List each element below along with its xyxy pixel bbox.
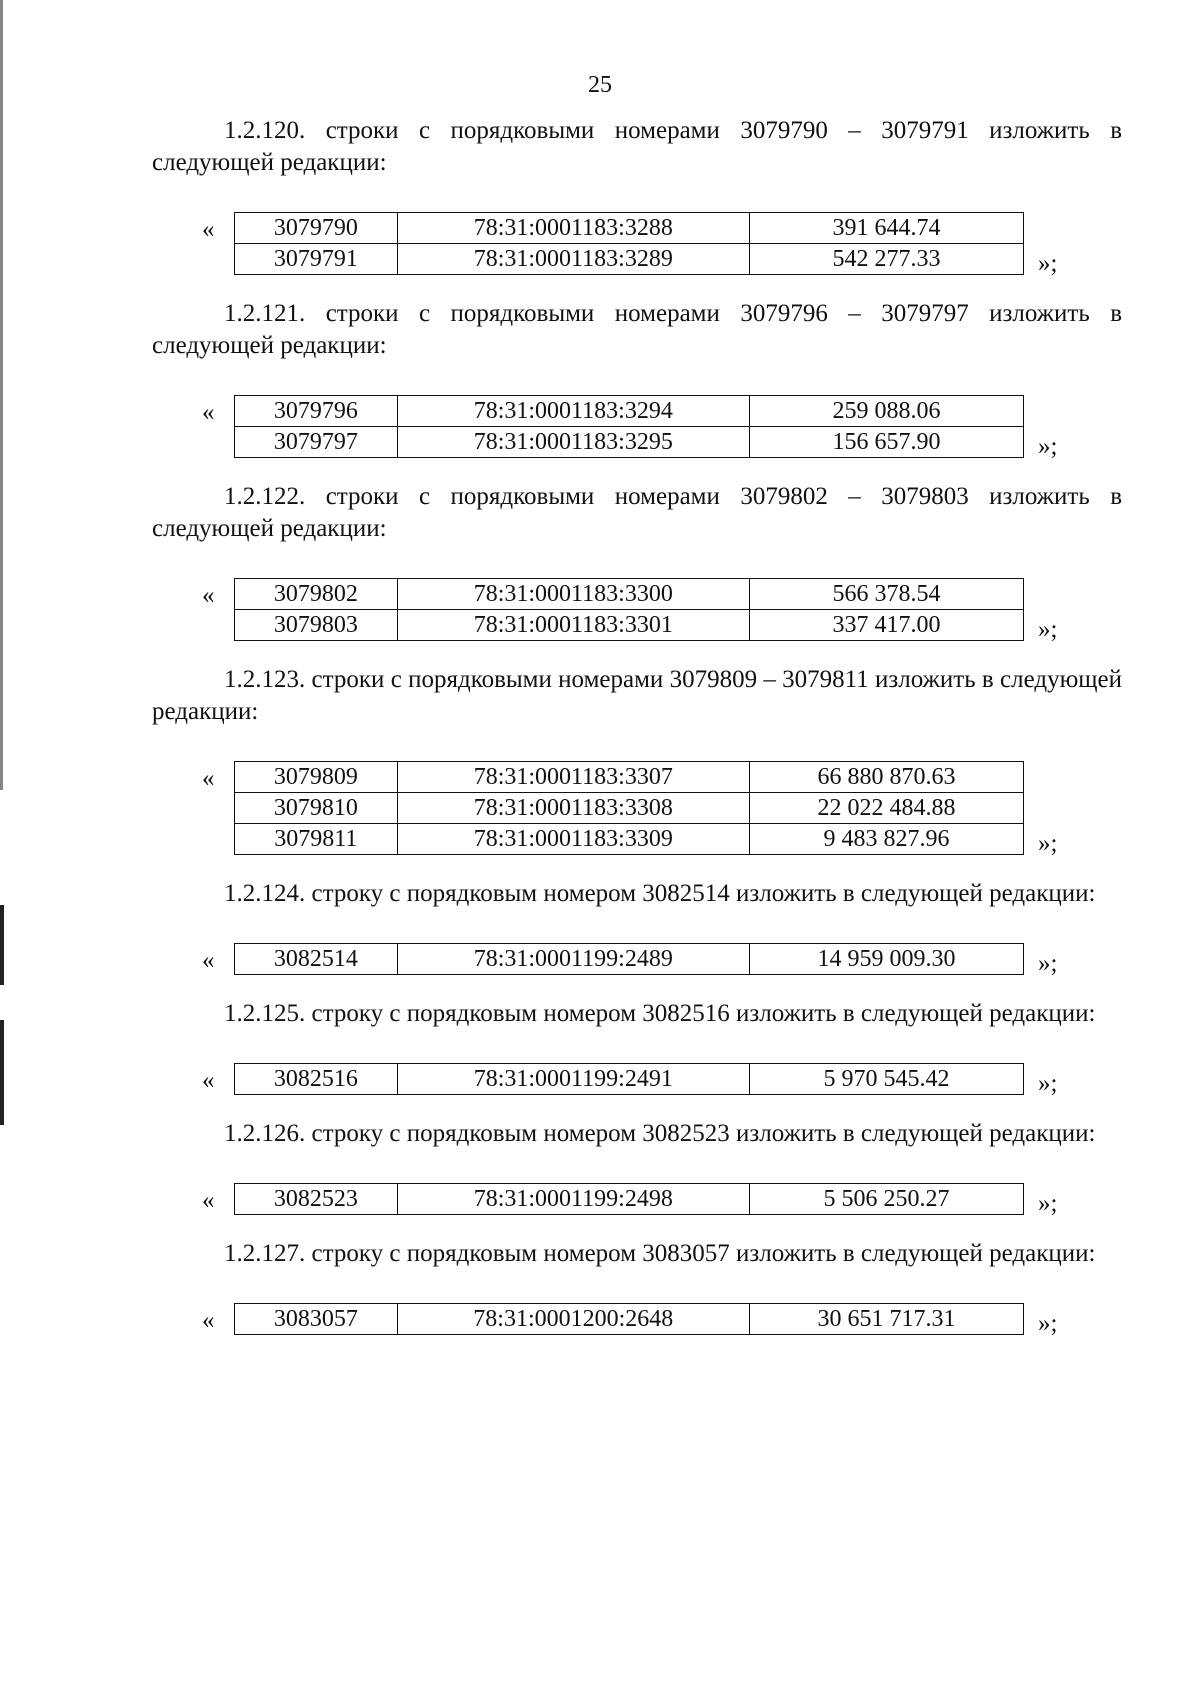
value-cell: 9 483 827.96: [749, 824, 1023, 855]
quoted-table-block: [202, 578, 1122, 643]
amendment-section: [152, 481, 1122, 641]
table-row: [235, 610, 1024, 641]
quoted-table-block: [202, 1183, 1122, 1217]
registry-table: [234, 1303, 1024, 1335]
value-cell: 156 657.90: [749, 427, 1023, 458]
row-number-cell: 3083057: [235, 1304, 398, 1335]
value-cell: 22 022 484.88: [749, 793, 1023, 824]
close-quote: »;: [1038, 1190, 1058, 1217]
open-quote: «: [202, 216, 215, 243]
value-cell: 391 644.74: [749, 213, 1023, 244]
cadastral-number-cell: 78:31:0001183:3289: [397, 244, 749, 275]
table-row: [235, 793, 1024, 824]
row-number-cell: 3079797: [235, 427, 398, 458]
row-number-cell: 3079802: [235, 579, 398, 610]
document-body: [152, 115, 1122, 1358]
cadastral-number-cell: 78:31:0001199:2498: [397, 1184, 749, 1215]
table-row: [235, 427, 1024, 458]
scan-edge-left-mark: [0, 905, 4, 985]
close-quote: »;: [1038, 950, 1058, 977]
row-number-cell: 3079791: [235, 244, 398, 275]
close-quote: »;: [1038, 250, 1058, 277]
cadastral-number-cell: 78:31:0001183:3295: [397, 427, 749, 458]
close-quote: »;: [1038, 830, 1058, 857]
value-cell: 5 506 250.27: [749, 1184, 1023, 1215]
amendment-paragraph: 1.2.126. строку с порядковым номером 3082523 изложить в следующей редакции:: [224, 1120, 1096, 1147]
open-quote: «: [202, 399, 215, 426]
row-number-cell: 3079809: [235, 762, 398, 793]
quoted-table-block: [202, 1063, 1122, 1097]
open-quote: «: [202, 765, 215, 792]
scan-edge-left-mark: [0, 1020, 4, 1125]
table-row: [235, 1184, 1024, 1215]
cadastral-number-cell: 78:31:0001183:3308: [397, 793, 749, 824]
table-row: [235, 396, 1024, 427]
value-cell: 566 378.54: [749, 579, 1023, 610]
amendment-paragraph: 1.2.120. строки с порядковыми номерами 3079790 – 3079791 изложить в следующей редакции:: [152, 117, 1122, 176]
open-quote: «: [202, 1307, 215, 1334]
table-row: [235, 824, 1024, 855]
cadastral-number-cell: 78:31:0001183:3294: [397, 396, 749, 427]
registry-table: [234, 1063, 1024, 1095]
amendment-paragraph: 1.2.124. строку с порядковым номером 3082514 изложить в следующей редакции:: [224, 880, 1096, 907]
row-number-cell: 3082516: [235, 1064, 398, 1095]
registry-table: [234, 1183, 1024, 1215]
scan-edge-left-top: [0, 0, 3, 790]
table-row: [235, 762, 1024, 793]
amendment-paragraph: 1.2.125. строку с порядковым номером 3082516 изложить в следующей редакции:: [224, 1000, 1096, 1027]
amendment-section: [152, 878, 1122, 975]
value-cell: 14 959 009.30: [749, 944, 1023, 975]
quoted-table-block: [202, 395, 1122, 460]
amendment-paragraph: 1.2.122. строки с порядковыми номерами 3079802 – 3079803 изложить в следующей редакции:: [152, 483, 1122, 542]
amendment-section: [152, 1118, 1122, 1215]
amendment-section: [152, 115, 1122, 275]
value-cell: 337 417.00: [749, 610, 1023, 641]
open-quote: «: [202, 947, 215, 974]
value-cell: 30 651 717.31: [749, 1304, 1023, 1335]
amendment-paragraph: 1.2.121. строки с порядковыми номерами 3079796 – 3079797 изложить в следующей редакции:: [152, 300, 1122, 359]
close-quote: »;: [1038, 1070, 1058, 1097]
quoted-table-block: [202, 943, 1122, 977]
table-row: [235, 944, 1024, 975]
value-cell: 542 277.33: [749, 244, 1023, 275]
row-number-cell: 3082514: [235, 944, 398, 975]
close-quote: »;: [1038, 1310, 1058, 1337]
value-cell: 5 970 545.42: [749, 1064, 1023, 1095]
row-number-cell: 3082523: [235, 1184, 398, 1215]
row-number-cell: 3079803: [235, 610, 398, 641]
amendment-paragraph: 1.2.127. строку с порядковым номером 3083057 изложить в следующей редакции:: [224, 1240, 1096, 1267]
cadastral-number-cell: 78:31:0001183:3309: [397, 824, 749, 855]
cadastral-number-cell: 78:31:0001183:3301: [397, 610, 749, 641]
cadastral-number-cell: 78:31:0001183:3300: [397, 579, 749, 610]
close-quote: »;: [1038, 616, 1058, 643]
table-row: [235, 1064, 1024, 1095]
cadastral-number-cell: 78:31:0001199:2489: [397, 944, 749, 975]
amendment-section: [152, 1238, 1122, 1335]
quoted-table-block: [202, 761, 1122, 857]
registry-table: [234, 395, 1024, 458]
amendment-section: [152, 298, 1122, 458]
page-number: 25: [588, 72, 612, 98]
close-quote: »;: [1038, 433, 1058, 460]
quoted-table-block: [202, 1303, 1122, 1337]
value-cell: 259 088.06: [749, 396, 1023, 427]
table-row: [235, 244, 1024, 275]
amendment-section: [152, 998, 1122, 1095]
row-number-cell: 3079811: [235, 824, 398, 855]
open-quote: «: [202, 1187, 215, 1214]
amendment-paragraph: 1.2.123. строки с порядковыми номерами 3079809 – 3079811 изложить в следующей редакции:: [152, 666, 1122, 725]
cadastral-number-cell: 78:31:0001199:2491: [397, 1064, 749, 1095]
registry-table: [234, 578, 1024, 641]
row-number-cell: 3079796: [235, 396, 398, 427]
table-row: [235, 579, 1024, 610]
amendment-section: [152, 664, 1122, 855]
table-row: [235, 1304, 1024, 1335]
table-row: [235, 213, 1024, 244]
registry-table: [234, 212, 1024, 275]
row-number-cell: 3079790: [235, 213, 398, 244]
quoted-table-block: [202, 212, 1122, 277]
value-cell: 66 880 870.63: [749, 762, 1023, 793]
open-quote: «: [202, 582, 215, 609]
cadastral-number-cell: 78:31:0001200:2648: [397, 1304, 749, 1335]
row-number-cell: 3079810: [235, 793, 398, 824]
registry-table: [234, 761, 1024, 855]
cadastral-number-cell: 78:31:0001183:3288: [397, 213, 749, 244]
cadastral-number-cell: 78:31:0001183:3307: [397, 762, 749, 793]
registry-table: [234, 943, 1024, 975]
open-quote: «: [202, 1067, 215, 1094]
